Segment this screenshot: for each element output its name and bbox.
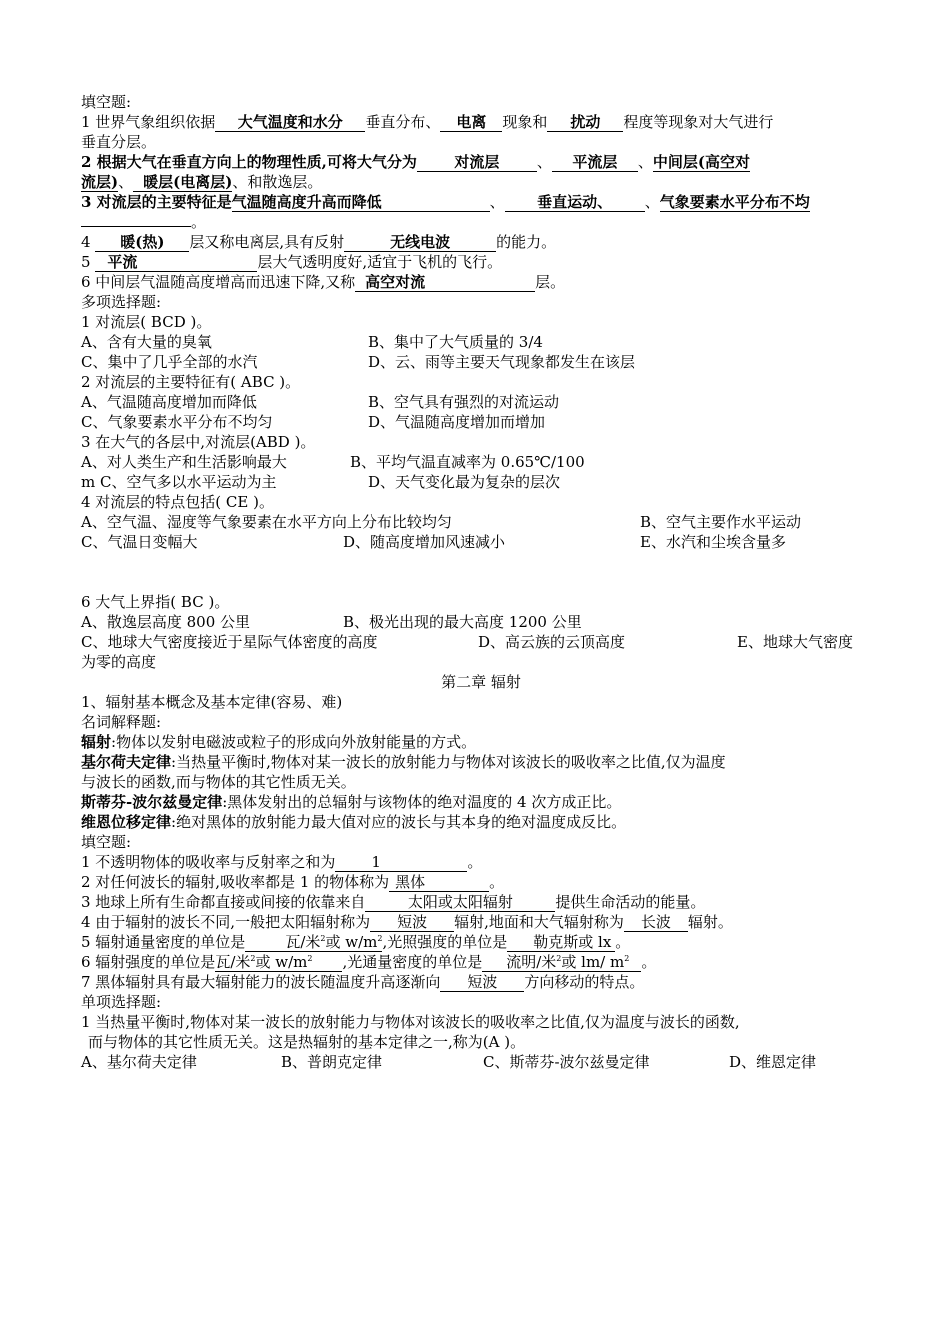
answer-blank: 瓦/米$^2$或 $w/m^2$ [245, 934, 382, 952]
section-heading-multi-choice: 多项选择题: [81, 293, 162, 311]
answer-blank: 中间层(高空对 [652, 153, 751, 171]
option: C、斯蒂芬-波尔兹曼定律 [483, 1053, 650, 1071]
question-multi-6: 6 大气上界指( BC )。 A、散逸层高度 800 公里 B、极光出现的最大高度 1200 公里 C、地球大气密度接近于星际气体密度的高度 D、高云族的云顶高度 E、地球大气密度 为零的高度 [81, 593, 853, 671]
question-fill-5: 5 平流 层大气透明度好,适宜于飞机的飞行。 [81, 253, 503, 271]
question-single-1: 1 当热量平衡时,物体对某一波长的放射能力与物体对该波长的吸收率之比值,仅为温度与波长的函数, 而与物体的其它性质无关。这是热辐射的基本定律之一,称为(A )。 A、基尔荷夫定律 B、普朗克定律 C、斯蒂芬-波尔兹曼定律 D、维恩定律 [81, 1013, 817, 1071]
answer-blank: 短波 [440, 974, 524, 992]
answer-blank: 暖层(电离层) [133, 174, 232, 192]
answer-blank: 勒克斯或 lx [507, 934, 615, 952]
answer-blank: 平流层 [552, 154, 638, 172]
option: D、气温随高度增加而增加 [368, 413, 546, 431]
term-definition: 辐射:物体以发射电磁波或粒子的形成向外放射能量的方式。 [81, 733, 477, 751]
option: C、气温日变幅大 [81, 533, 198, 551]
option: B、集中了大气质量的 3/4 [368, 333, 543, 351]
answer-blank: 高空对流 [355, 274, 535, 292]
question-fill-1: 1 世界气象组织依据 大气温度和水分 垂直分布、 电离 现象和 扰动 程度等现象对大气进行 垂直分层。 [81, 113, 774, 151]
chapter-title: 第二章 辐射 [441, 673, 521, 691]
question-multi-4: 4 对流层的特点包括( CE )。 A、空气温、湿度等气象要素在水平方向上分布比较均匀 B、空气主要作水平运动 C、气温日变幅大 D、随高度增加风速减小 E、水汽和尘埃含量多 [81, 493, 802, 551]
document-body [81, 92, 881, 1072]
option: C、气象要素水平分布不均匀 [81, 413, 273, 431]
answer-blank: 平流 [95, 254, 257, 272]
question-fill-r1: 1 不透明物体的吸收率与反射率之和为 1 。 [81, 853, 483, 871]
option: A、空气温、湿度等气象要素在水平方向上分布比较均匀 [81, 513, 452, 531]
answer-blank: 气温随高度升高而降低 [232, 194, 490, 212]
option: B、空气主要作水平运动 [640, 513, 802, 531]
option: D、云、雨等主要天气现象都发生在该层 [368, 353, 636, 371]
option: A、散逸层高度 800 公里 [81, 613, 250, 631]
answer-blank: 垂直运动、 [505, 194, 645, 212]
option: B、普朗克定律 [281, 1053, 383, 1071]
question-fill-r2: 2 对任何波长的辐射,吸收率都是 1 的物体称为 黑体 。 [81, 873, 505, 891]
option: C、集中了几乎全部的水汽 [81, 353, 258, 371]
answer-blank: 长波 [624, 914, 688, 932]
answer-blank: 扰动 [547, 114, 623, 132]
question-fill-r3: 3 地球上所有生命都直接或间接的依靠来自 太阳或太阳辐射 提供生命活动的能量。 [81, 893, 706, 911]
option: B、平均气温直减率为 0.65℃/100 [350, 453, 585, 471]
option: B、极光出现的最大高度 1200 公里 [343, 613, 582, 631]
answer-blank: 对流层 [417, 154, 537, 172]
question-multi-2: 2 对流层的主要特征有( ABC )。 A、气温随高度增加而降低 B、空气具有强烈的对流运动 C、气象要素水平分布不均匀 D、气温随高度增加而增加 [81, 373, 560, 431]
option: D、高云族的云顶高度 [478, 633, 626, 651]
answer-blank: 1 [335, 854, 467, 872]
question-fill-4: 4 暖(热) 层又称电离层,具有反射 无线电波 的能力。 [81, 233, 557, 251]
answer-blank: 暖(热) [95, 234, 189, 252]
question-fill-r7: 7 黑体辐射具有最大辐射能力的波长随温度升高逐渐向 短波 方向移动的特点。 [81, 973, 645, 991]
option: E、水汽和尘埃含量多 [640, 533, 786, 551]
term-definition: 维恩位移定律:绝对黑体的放射能力最大值对应的波长与其本身的绝对温度成反比。 [81, 813, 627, 831]
option: D、维恩定律 [729, 1053, 817, 1071]
answer-blank: 太阳或太阳辐射 [365, 894, 555, 912]
option: A、基尔荷夫定律 [81, 1053, 197, 1071]
option: D、随高度增加风速减小 [343, 533, 506, 551]
option: C、地球大气密度接近于星际气体密度的高度 [81, 633, 378, 651]
section-heading-single-choice: 单项选择题: [81, 993, 162, 1011]
answer-blank: 无线电波 [344, 234, 496, 252]
section-heading-fill-in: 填空题: [81, 93, 132, 111]
answer-blank: 电离 [440, 114, 502, 132]
option: m C、空气多以水平运动为主 [81, 473, 277, 491]
chapter-subtitle: 1、辐射基本概念及基本定律(容易、难) [81, 693, 343, 711]
term-definition: 基尔荷夫定律:当热量平衡时,物体对某一波长的放射能力与物体对该波长的吸收率之比值,仅为温度 与波长的函数,而与物体的其它性质无关。 [81, 753, 726, 791]
answer-blank: 短波 [370, 914, 454, 932]
question-fill-r4: 4 由于辐射的波长不同,一般把太阳辐射称为 短波 辐射,地面和大气辐射称为 长波 辐射。 [81, 913, 733, 931]
question-fill-2: 2 根据大气在垂直方向上的物理性质,可将大气分为 对流层 、 平流层 、中间层(高空对 流层)、 暖层(电离层)、和散逸层。 [81, 153, 751, 191]
answer-blank: 流层) [81, 173, 119, 191]
question-multi-3: 3 在大气的各层中,对流层(ABD )。 A、对人类生产和生活影响最大 B、平均气温直减率为 0.65℃/100 m C、空气多以水平运动为主 D、天气变化最为复杂的层次 [81, 433, 585, 491]
question-multi-1: 1 对流层( BCD )。 A、含有大量的臭氧 B、集中了大气质量的 3/4 C、集中了几乎全部的水汽 D、云、雨等主要天气现象都发生在该层 [81, 313, 636, 371]
question-fill-6: 6 中间层气温随高度增高而迅速下降,又称 高空对流 层。 [81, 273, 566, 291]
question-fill-r6: 6 辐射强度的单位是瓦/米$^2$或 $w/m^2$ ,光通量密度的单位是 流明/米$^2$或 lm/ $m^2$ 。 [81, 953, 657, 971]
question-fill-3: 3 对流层的主要特征是气温随高度升高而降低 、 垂直运动、 、气象要素水平分布不均 。 [81, 193, 810, 231]
answer-blank: 黑体 [389, 874, 489, 892]
question-fill-r5: 5 辐射通量密度的单位是 瓦/米$^2$或 $w/m^2$,光照强度的单位是 勒克斯或 lx 。 [81, 933, 631, 951]
term-definition: 斯蒂芬-波尔兹曼定律:黑体发射出的总辐射与该物体的绝对温度的 4 次方成正比。 [81, 793, 622, 811]
option: A、含有大量的臭氧 [81, 333, 212, 351]
section-heading-fill-in-2: 填空题: [81, 833, 132, 851]
option: A、气温随高度增加而降低 [81, 393, 257, 411]
option: B、空气具有强烈的对流运动 [368, 393, 560, 411]
answer-blank: 流明/米$^2$或 lm/ $m^2$ [482, 954, 641, 972]
option: D、天气变化最为复杂的层次 [368, 473, 561, 491]
answer-blank: 气象要素水平分布不均 [659, 193, 810, 211]
answer-blank: 大气温度和水分 [215, 114, 365, 132]
option: A、对人类生产和生活影响最大 [81, 453, 287, 471]
section-heading-terms: 名词解释题: [81, 713, 162, 731]
option: E、地球大气密度 [737, 633, 853, 651]
answer-blank: 瓦/米$^2$或 $w/m^2$ [215, 954, 342, 972]
